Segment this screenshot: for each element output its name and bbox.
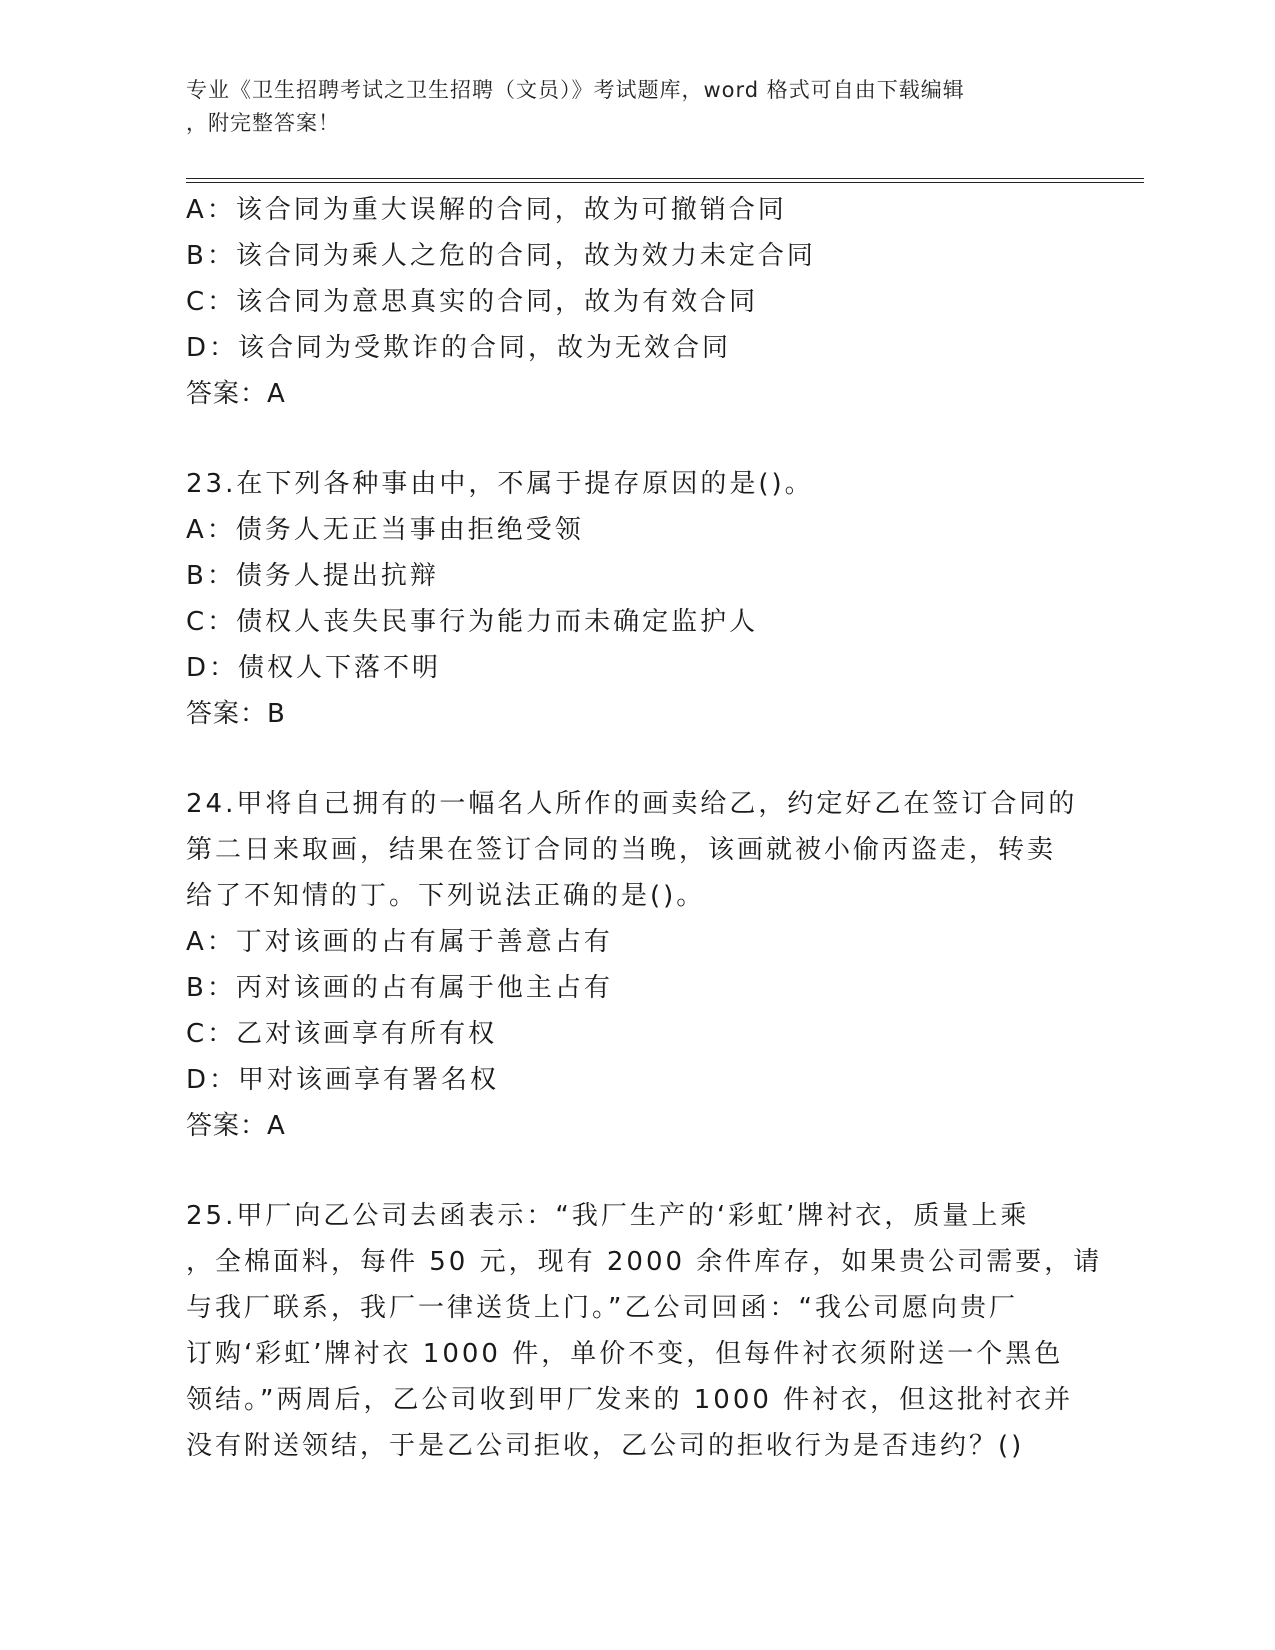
question-23 — [186, 461, 1086, 737]
question-25 — [186, 1193, 1103, 1469]
answer-line: 答案：B — [186, 699, 286, 729]
question-24 — [186, 781, 1086, 1149]
answer-line: 答案：A — [186, 1111, 286, 1141]
question-stem: 23.在下列各种事由中，不属于提存原因的是()。 — [186, 469, 814, 499]
option-c: C：该合同为意思真实的合同，故为有效合同 — [186, 287, 759, 317]
option-d: D：该合同为受欺诈的合同，故为无效合同 — [186, 333, 732, 363]
rule-line-top — [186, 178, 1144, 179]
document-header — [186, 74, 1086, 140]
option-a: A：该合同为重大误解的合同，故为可撤销合同 — [186, 195, 787, 225]
answer-line: 答案：A — [186, 379, 286, 409]
question-stem-line-6: 没有附送领结，于是乙公司拒收，乙公司的拒收行为是否违约？() — [186, 1431, 1025, 1461]
question-stem-line-5: 领结。”两周后，乙公司收到甲厂发来的 1000 件衬衣，但这批衬衣并 — [186, 1385, 1074, 1415]
option-a: A：丁对该画的占有属于善意占有 — [186, 927, 613, 957]
question-stem-line-4: 订购‘彩虹’牌衬衣 1000 件，单价不变，但每件衬衣须附送一个黑色 — [186, 1339, 1064, 1369]
rule-line-bottom — [186, 182, 1144, 183]
option-b: B：丙对该画的占有属于他主占有 — [186, 973, 613, 1003]
question-stem-line-1: 24.甲将自己拥有的一幅名人所作的画卖给乙，约定好乙在签订合同的 — [186, 789, 1078, 819]
header-double-rule — [186, 178, 1144, 184]
header-line-1: 专业《卫生招聘考试之卫生招聘（文员）》考试题库，word 格式可自由下载编辑 — [186, 78, 965, 102]
option-b: B：债务人提出抗辩 — [186, 561, 439, 591]
question-22 — [186, 187, 1086, 417]
question-stem-line-1: 25.甲厂向乙公司去函表示：“我厂生产的‘彩虹’牌衬衣，质量上乘 — [186, 1201, 1030, 1231]
option-c: C：乙对该画享有所有权 — [186, 1019, 498, 1049]
question-stem-line-2: ，全棉面料，每件 50 元，现有 2000 余件库存，如果贵公司需要，请 — [186, 1247, 1103, 1277]
question-stem-line-2: 第二日来取画，结果在签订合同的当晚，该画就被小偷丙盗走，转卖 — [186, 835, 1057, 865]
option-a: A：债务人无正当事由拒绝受领 — [186, 515, 584, 545]
question-list — [186, 187, 1103, 1469]
option-c: C：债权人丧失民事行为能力而未确定监护人 — [186, 607, 759, 637]
option-d: D：甲对该画享有署名权 — [186, 1065, 500, 1095]
spacer — [186, 737, 1086, 781]
question-stem-line-3: 与我厂联系，我厂一律送货上门。”乙公司回函：“我公司愿向贵厂 — [186, 1293, 1018, 1323]
option-d: D：债权人下落不明 — [186, 653, 442, 683]
spacer — [186, 1149, 1086, 1193]
question-stem-line-3: 给了不知情的丁。下列说法正确的是()。 — [186, 881, 706, 911]
spacer — [186, 417, 1086, 461]
option-b: B：该合同为乘人之危的合同，故为效力未定合同 — [186, 241, 816, 271]
header-line-2: ，附完整答案！ — [186, 111, 340, 135]
